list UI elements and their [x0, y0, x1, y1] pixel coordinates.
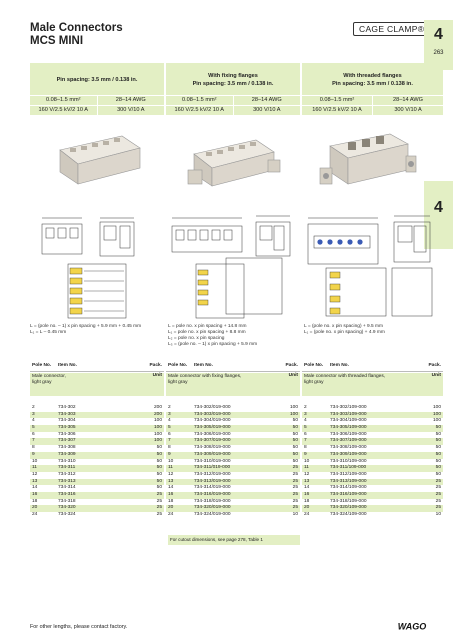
- header-item-no: Item No.: [58, 363, 77, 368]
- pack-unit-cell: 50: [292, 451, 298, 457]
- item-no-cell: 734-304: [58, 418, 76, 424]
- item-no-cell: 734-307/019-000: [194, 438, 231, 444]
- item-no-cell: 734-324/109-000: [330, 512, 367, 517]
- item-no-cell: 734-314: [58, 485, 76, 491]
- pole-no-cell: 3: [304, 411, 307, 417]
- pack-unit-cell: 25: [292, 465, 298, 471]
- pack-unit-cell: 50: [156, 471, 162, 477]
- column-header-2-title: [166, 72, 300, 88]
- table-row: [30, 472, 164, 479]
- spec-cell: 300 V/10 A: [233, 106, 301, 115]
- pole-no-cell: 4: [304, 418, 307, 424]
- pack-unit-cell: 25: [292, 498, 298, 504]
- pole-no-cell: 10: [32, 458, 38, 464]
- dimension-drawing-3: [302, 212, 443, 320]
- pack-unit-cell: 25: [292, 471, 298, 477]
- table-row: [30, 512, 164, 519]
- spec-cell: 0.08–1.5 mm²: [45, 97, 81, 103]
- column-header-1-title: [30, 76, 164, 84]
- pole-no-cell: 16: [304, 491, 310, 497]
- pack-unit-cell: 50: [435, 431, 441, 437]
- column-header-3: [302, 63, 443, 115]
- pack-unit-cell: 100: [432, 405, 441, 410]
- pole-no-cell: 11: [32, 465, 37, 471]
- pole-no-cell: 16: [168, 491, 174, 497]
- heading-line: Pin spacing: 3.5 mm / 0.138 in.: [192, 81, 274, 87]
- table-row: [166, 412, 300, 419]
- table-row: [30, 465, 164, 472]
- column-header-1: [30, 63, 164, 115]
- table-row: [166, 505, 300, 512]
- formula-line: L₃ = (pole no. – 1) x pin spacing + 5.9 mm: [168, 342, 258, 347]
- pack-unit-cell: 50: [292, 425, 298, 431]
- product-band: [302, 373, 443, 396]
- table-row: [166, 405, 300, 412]
- formula-line: L₁ = (pole no. x pin spacing) + 4.9 mm: [304, 330, 385, 335]
- item-no-cell: 734-312: [58, 471, 76, 477]
- pack-unit-cell: 100: [432, 418, 441, 424]
- page-title: [30, 22, 123, 48]
- pack-unit-cell: 50: [435, 458, 441, 464]
- header-pack-unit: Pack. Unit: [428, 363, 441, 378]
- band-line: Male connector with threaded flanges,: [304, 374, 386, 379]
- header-item-no: Item No.: [330, 363, 349, 368]
- pole-no-cell: 4: [32, 418, 35, 424]
- formula-1: [30, 324, 141, 336]
- item-no-cell: 734-320/109-000: [330, 505, 367, 511]
- table-row: [302, 492, 443, 499]
- item-no-cell: 734-320: [58, 505, 76, 511]
- table-row: [302, 512, 443, 519]
- connector-fixing-flange-photo: [186, 130, 282, 194]
- table-row: [302, 465, 443, 472]
- pole-no-cell: 5: [304, 425, 307, 431]
- item-no-cell: 734-302/109-000: [330, 405, 367, 410]
- item-no-cell: 734-314/019-000: [194, 485, 231, 491]
- band-line: light gray: [32, 380, 52, 385]
- formula-3: [304, 324, 385, 336]
- item-no-cell: 734-302/019-000: [194, 405, 231, 410]
- pole-no-cell: 9: [168, 451, 171, 457]
- item-no-cell: 734-302: [58, 405, 76, 410]
- column-header-3-title: [302, 72, 443, 88]
- table-row: [166, 418, 300, 425]
- pack-unit-cell: 10: [435, 512, 441, 517]
- table-row: [302, 505, 443, 512]
- table-row: [302, 432, 443, 439]
- table-row: [30, 405, 164, 412]
- item-no-cell: 734-306/019-000: [194, 431, 231, 437]
- pack-unit-cell: 25: [156, 491, 162, 497]
- item-no-cell: 734-324/019-000: [194, 512, 231, 517]
- table-row: [30, 432, 164, 439]
- item-no-cell: 734-312/109-000: [330, 471, 367, 477]
- table-row: [302, 438, 443, 445]
- formula-line: L₁ = pole no. x pin spacing + 8.8 mm: [168, 330, 246, 335]
- connector-threaded-flange-photo: [318, 126, 418, 194]
- pole-no-cell: 3: [32, 411, 35, 417]
- pole-no-cell: 10: [304, 458, 310, 464]
- item-no-cell: 734-314/109-000: [330, 485, 367, 491]
- table-row: [30, 459, 164, 466]
- table-row: [166, 425, 300, 432]
- item-no-cell: 734-311: [58, 465, 76, 471]
- formula-line: L = (pole no. – 1) x pin spacing + 5.9 mm + 0.45 mm: [30, 324, 142, 329]
- spec-cell: 160 V/2.5 kV/2 10 A: [38, 107, 88, 113]
- footer-note: For other lengths, please contact factory.: [30, 624, 128, 630]
- item-no-cell: 734-310/109-000: [330, 458, 367, 464]
- item-no-cell: 734-307: [58, 438, 76, 444]
- item-no-cell: 734-320/019-000: [194, 505, 231, 511]
- pack-unit-cell: 50: [292, 458, 298, 464]
- spec-row-2: [302, 105, 443, 115]
- brand-box: CAGE CLAMP®: [353, 22, 430, 36]
- item-no-cell: 734-303/109-000: [330, 411, 367, 417]
- item-no-cell: 734-313/109-000: [330, 478, 367, 484]
- pole-no-cell: 9: [32, 451, 35, 457]
- item-no-cell: 734-304/019-000: [194, 418, 231, 424]
- table-row: [30, 505, 164, 512]
- pack-unit-cell: 100: [289, 405, 298, 410]
- pack-unit-cell: 200: [153, 411, 162, 417]
- table-row: [166, 499, 300, 506]
- pack-unit-cell: 50: [435, 465, 441, 471]
- chapter-number: 4: [434, 26, 443, 43]
- pole-no-cell: 14: [32, 485, 38, 491]
- pack-unit-cell: 50: [435, 445, 441, 451]
- spec-cell: 160 V/2.5 kV/2 10 A: [174, 107, 224, 113]
- side-tab-number: 4: [434, 199, 443, 216]
- table-row: [30, 425, 164, 432]
- pack-unit-cell: 50: [156, 478, 162, 484]
- spec-row-1: [166, 95, 300, 105]
- item-no-cell: 734-311/019-000: [194, 465, 231, 471]
- pole-no-cell: 24: [32, 512, 38, 517]
- header-pole-no: Pole No.: [304, 363, 324, 368]
- item-no-cell: 734-318/109-000: [330, 498, 367, 504]
- table-row: [30, 492, 164, 499]
- ordering-table-3: [302, 361, 443, 519]
- spec-cell: 300 V/10 A: [372, 106, 443, 115]
- pack-unit-cell: 25: [292, 478, 298, 484]
- item-no-cell: 734-310: [58, 458, 76, 464]
- pole-no-cell: 8: [304, 445, 307, 451]
- pole-no-cell: 20: [32, 505, 38, 511]
- pack-unit-cell: 100: [289, 411, 298, 417]
- table-row: [30, 438, 164, 445]
- pack-unit-cell: 25: [435, 498, 441, 504]
- table-row: [302, 459, 443, 466]
- spec-cell: 28–14 AWG: [372, 96, 443, 105]
- pack-unit-cell: 25: [435, 478, 441, 484]
- band-line: Male connector,: [32, 374, 66, 379]
- table-body: [30, 405, 164, 519]
- item-no-cell: 734-318/019-000: [194, 498, 231, 504]
- pole-no-cell: 12: [304, 471, 310, 477]
- pole-no-cell: 14: [304, 485, 310, 491]
- pack-unit-cell: 100: [153, 418, 162, 424]
- pack-unit-cell: 25: [435, 505, 441, 511]
- header-pole-no: Pole No.: [32, 363, 52, 368]
- table-body: [166, 405, 300, 519]
- pole-no-cell: 5: [168, 425, 171, 431]
- pole-no-cell: 6: [168, 431, 171, 437]
- pole-no-cell: 24: [304, 512, 310, 517]
- table-row: [302, 452, 443, 459]
- page-number: 263: [433, 50, 444, 56]
- pack-unit-cell: 50: [435, 438, 441, 444]
- spec-cell: 300 V/10 A: [97, 106, 165, 115]
- formula-line: L₁ = L – 0.45 mm: [30, 330, 67, 335]
- table-note: For cutout dimensions, see page 278, Table 1: [168, 535, 300, 545]
- table-row: [30, 418, 164, 425]
- table-row: [166, 438, 300, 445]
- table-row: [302, 412, 443, 419]
- item-no-cell: 734-309/019-000: [194, 451, 231, 457]
- table-row: [166, 479, 300, 486]
- pole-no-cell: 8: [168, 445, 171, 451]
- pole-no-cell: 7: [304, 438, 307, 444]
- dimension-drawing-1: [30, 212, 164, 320]
- band-line: light gray: [168, 380, 188, 385]
- item-no-cell: 734-303/019-000: [194, 411, 231, 417]
- table-row: [166, 432, 300, 439]
- spec-cell: 28–14 AWG: [233, 96, 301, 105]
- pack-unit-cell: 50: [435, 471, 441, 477]
- pole-no-cell: 14: [168, 485, 174, 491]
- table-row: [302, 425, 443, 432]
- table-row: [166, 472, 300, 479]
- spec-cell: 28–14 AWG: [97, 96, 165, 105]
- spec-row-1: [30, 95, 164, 105]
- table-row: [302, 405, 443, 412]
- pole-no-cell: 8: [32, 445, 35, 451]
- pack-unit-cell: 50: [156, 458, 162, 464]
- item-no-cell: 734-313: [58, 478, 76, 484]
- pole-no-cell: 4: [168, 418, 171, 424]
- pole-no-cell: 24: [168, 512, 174, 517]
- pack-unit-cell: 25: [292, 491, 298, 497]
- table-row: [30, 445, 164, 452]
- title-line-2: MCS MINI: [30, 35, 84, 47]
- product-band: [30, 373, 164, 396]
- pack-unit-cell: 25: [292, 505, 298, 511]
- table-row: [166, 512, 300, 519]
- item-no-cell: 734-305/109-000: [330, 425, 367, 431]
- spec-cell: 0.08–1.5 mm²: [181, 97, 217, 103]
- pack-unit-cell: 50: [156, 445, 162, 451]
- pole-no-cell: 18: [304, 498, 310, 504]
- ordering-table-2: [166, 361, 300, 519]
- spec-row-2: [166, 105, 300, 115]
- table-row: [302, 418, 443, 425]
- pole-no-cell: 20: [168, 505, 174, 511]
- pole-no-cell: 13: [304, 478, 310, 484]
- dimension-drawing-2: [166, 212, 300, 320]
- pack-unit-cell: 25: [435, 491, 441, 497]
- pack-unit-cell: 50: [156, 451, 162, 457]
- pole-no-cell: 13: [168, 478, 174, 484]
- heading-line: With threaded flanges: [343, 73, 402, 79]
- item-no-cell: 734-308/109-000: [330, 445, 367, 451]
- pack-unit-cell: 100: [153, 431, 162, 437]
- formula-line: L = pole no. x pin spacing + 14.8 mm: [168, 324, 247, 329]
- pack-unit-cell: 50: [156, 485, 162, 491]
- item-no-cell: 734-305/019-000: [194, 425, 231, 431]
- pole-no-cell: 12: [168, 471, 174, 477]
- item-no-cell: 734-316/019-000: [194, 491, 231, 497]
- item-no-cell: 734-309/109-000: [330, 451, 367, 457]
- ordering-table-1: [30, 361, 164, 519]
- item-no-cell: 734-306: [58, 431, 76, 437]
- item-no-cell: 734-305: [58, 425, 76, 431]
- formula-line: L₂ = pole no. x pin spacing: [168, 336, 225, 341]
- pole-no-cell: 2: [168, 405, 171, 410]
- header-item-no: Item No.: [194, 363, 213, 368]
- pack-unit-cell: 50: [435, 451, 441, 457]
- pole-no-cell: 16: [32, 491, 38, 497]
- table-body: [302, 405, 443, 519]
- item-no-cell: 734-310/019-000: [194, 458, 231, 464]
- pack-unit-cell: 25: [156, 498, 162, 504]
- pack-unit-cell: 25: [435, 485, 441, 491]
- table-row: [166, 485, 300, 492]
- table-row: [302, 499, 443, 506]
- table-row: [166, 452, 300, 459]
- item-no-cell: 734-309: [58, 451, 76, 457]
- item-no-cell: 734-308/019-000: [194, 445, 231, 451]
- item-no-cell: 734-324: [58, 512, 76, 517]
- item-no-cell: 734-307/109-000: [330, 438, 367, 444]
- heading-line: With fixing flanges: [208, 73, 258, 79]
- logo-text: WAGO: [397, 621, 427, 632]
- item-no-cell: 734-311/109-000: [330, 465, 367, 471]
- pack-unit-cell: 25: [156, 505, 162, 511]
- pole-no-cell: 6: [304, 431, 307, 437]
- item-no-cell: 734-308: [58, 445, 76, 451]
- table-row: [30, 485, 164, 492]
- pack-unit-cell: 100: [153, 438, 162, 444]
- pole-no-cell: 10: [168, 458, 174, 464]
- table-row: [166, 445, 300, 452]
- pole-no-cell: 11: [304, 465, 309, 471]
- table-row: [30, 412, 164, 419]
- pole-no-cell: 7: [168, 438, 171, 444]
- table-row: [302, 485, 443, 492]
- pack-unit-cell: 50: [292, 445, 298, 451]
- table-row: [166, 465, 300, 472]
- pack-unit-cell: 50: [292, 418, 298, 424]
- pack-unit-cell: 25: [292, 485, 298, 491]
- pole-no-cell: 2: [32, 405, 35, 410]
- connector-photo: [50, 128, 146, 190]
- formula-line: L = (pole no. x pin spacing) + 9.5 mm: [304, 324, 384, 329]
- item-no-cell: 734-304/109-000: [330, 418, 367, 424]
- table-row: [302, 479, 443, 486]
- pole-no-cell: 13: [32, 478, 38, 484]
- item-no-cell: 734-318: [58, 498, 76, 504]
- spec-row-2: [30, 105, 164, 115]
- spec-row-1: [302, 95, 443, 105]
- pole-no-cell: 6: [32, 431, 35, 437]
- pack-unit-cell: 10: [292, 512, 298, 517]
- table-row: [30, 499, 164, 506]
- pole-no-cell: 20: [304, 505, 310, 511]
- wago-logo: [395, 620, 429, 632]
- pole-no-cell: 3: [168, 411, 171, 417]
- pole-no-cell: 18: [32, 498, 38, 504]
- item-no-cell: 734-316: [58, 491, 76, 497]
- item-no-cell: 734-312/019-000: [194, 471, 231, 477]
- table-row: [302, 445, 443, 452]
- band-line: light gray: [304, 380, 324, 385]
- pole-no-cell: 5: [32, 425, 35, 431]
- formula-2: [168, 324, 257, 348]
- header-pole-no: Pole No.: [168, 363, 188, 368]
- table-row: [166, 459, 300, 466]
- pole-no-cell: 18: [168, 498, 174, 504]
- table-row: [30, 452, 164, 459]
- pack-unit-cell: 50: [292, 431, 298, 437]
- spec-cell: 160 V/2.5 kV/2 10 A: [312, 107, 362, 113]
- pack-unit-cell: 200: [153, 405, 162, 410]
- spec-cell: 0.08–1.5 mm²: [319, 97, 355, 103]
- item-no-cell: 734-303: [58, 411, 76, 417]
- table-row: [30, 479, 164, 486]
- pack-unit-cell: 50: [292, 438, 298, 444]
- pack-unit-cell: 50: [435, 425, 441, 431]
- heading-line: Pin spacing: 3.5 mm / 0.138 in.: [332, 81, 413, 87]
- pole-no-cell: 9: [304, 451, 307, 457]
- band-line: Male connector with fixing flanges,: [168, 374, 242, 379]
- item-no-cell: 734-306/109-000: [330, 431, 367, 437]
- pole-no-cell: 7: [32, 438, 35, 444]
- header-pack-unit: Pack. Unit: [285, 363, 298, 378]
- product-band: [166, 373, 300, 396]
- pack-unit-cell: 100: [153, 425, 162, 431]
- pole-no-cell: 11: [168, 465, 173, 471]
- column-header-2: [166, 63, 300, 115]
- title-line-1: Male Connectors: [30, 22, 123, 34]
- pack-unit-cell: 100: [432, 411, 441, 417]
- item-no-cell: 734-316/109-000: [330, 491, 367, 497]
- item-no-cell: 734-313/019-000: [194, 478, 231, 484]
- header-pack-unit: Pack. Unit: [149, 363, 162, 378]
- pack-unit-cell: 25: [156, 512, 162, 517]
- pole-no-cell: 2: [304, 405, 307, 410]
- heading-line: Pin spacing: 3.5 mm / 0.138 in.: [56, 77, 138, 83]
- pole-no-cell: 12: [32, 471, 38, 477]
- pack-unit-cell: 50: [156, 465, 162, 471]
- table-row: [302, 472, 443, 479]
- table-row: [166, 492, 300, 499]
